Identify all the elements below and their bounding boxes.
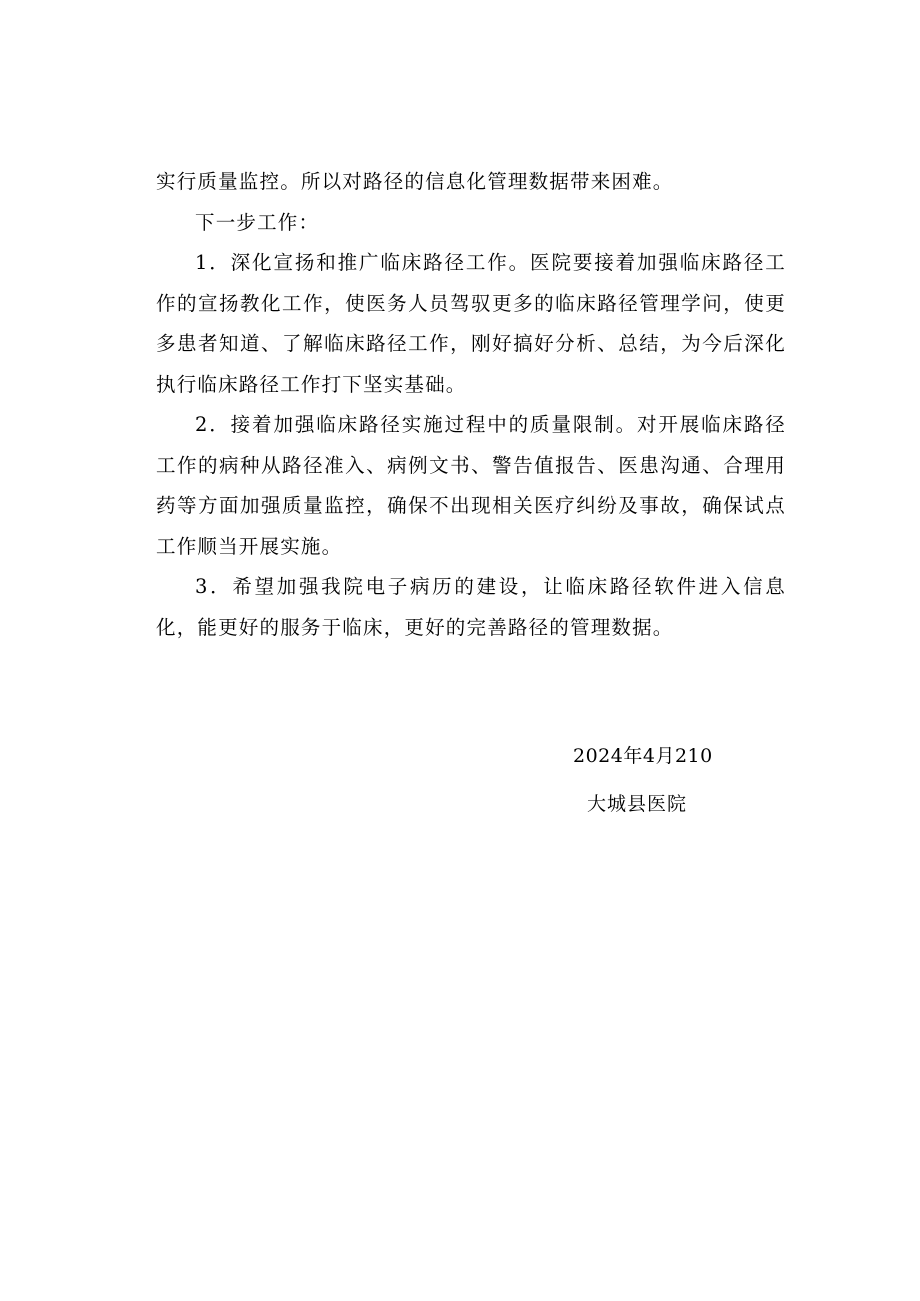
paragraph-continuation: 实行质量监控。所以对路径的信息化管理数据带来困难。 <box>156 170 674 193</box>
paragraph-item-2: 2．接着加强临床路径实施过程中的质量限制。对开展临床路径工作的病种从路径准入、病例文书、警告值报告、医患沟通、合理用药等方面加强质量监控，确保不出现相关医疗纠纷及事故，确保试点工作顺当开展实施。 <box>156 413 786 558</box>
paragraph-item-3: 3．希望加强我院电子病历的建设，让临床路径软件进入信息化，能更好的服务于临床，更好的完善路径的管理数据。 <box>156 575 786 639</box>
paragraph-next-steps-heading: 下一步工作： <box>195 210 320 234</box>
document-organization: 大城县医院 <box>587 793 688 815</box>
document-body <box>156 162 786 648</box>
document-date: 2024年4月210 <box>573 745 713 767</box>
paragraph-item-1: 1．深化宣扬和推广临床路径工作。医院要接着加强临床路径工作的宣扬教化工作，使医务人员驾驭更多的临床路径管理学问，使更多患者知道、了解临床路径工作，刚好搞好分析、总结，为今后深化执行临床路径工作打下坚实基础。 <box>156 251 786 396</box>
